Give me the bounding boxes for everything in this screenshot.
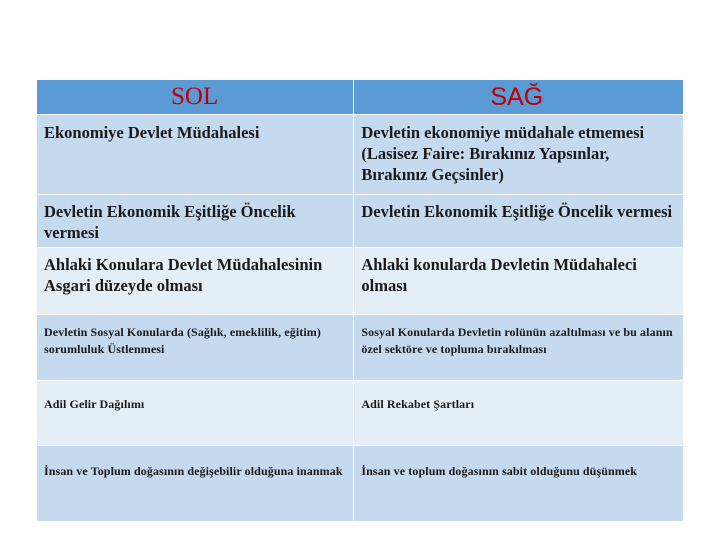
comparison-table (36, 79, 684, 522)
table-cell-left: Devletin Ekonomik Eşitliğe Öncelik vermesi (37, 195, 354, 248)
table-cell-left: Devletin Sosyal Konularda (Sağlık, emeklilik, eğitim) sorumluluk Üstlenmesi (37, 315, 354, 381)
table-cell-right: Devletin ekonomiye müdahale etmemesi (Lasisez Faire: Bırakınız Yapsınlar, Bırakınız Geçsinler) (354, 115, 684, 195)
table-cell-left: Adil Gelir Dağılımı (37, 381, 354, 446)
header-right-label: SAĞ (490, 82, 544, 111)
table-cell-right: Sosyal Konularda Devletin rolünün azaltılması ve bu alanın özel sektöre ve topluma bırakılması (354, 315, 684, 381)
table-row (37, 248, 684, 315)
table-row (37, 381, 684, 446)
table-cell-right: Adil Rekabet Şartları (354, 381, 684, 446)
table-cell-right: Ahlaki konularda Devletin Müdahaleci olması (354, 248, 684, 315)
table-cell-right: İnsan ve toplum doğasının sabit olduğunu düşünmek (354, 446, 684, 522)
table-row (37, 115, 684, 195)
table-row (37, 315, 684, 381)
header-left (37, 80, 354, 115)
table-cell-left: Ekonomiye Devlet Müdahalesi (37, 115, 354, 195)
table-cell-right: Devletin Ekonomik Eşitliğe Öncelik vermesi (354, 195, 684, 248)
table-cell-left: İnsan ve Toplum doğasının değişebilir olduğuna inanmak (37, 446, 354, 522)
header-left-label: SOL (171, 83, 219, 110)
table-cell-left: Ahlaki Konulara Devlet Müdahalesinin Asgari düzeyde olması (37, 248, 354, 315)
table-header-row (37, 80, 684, 115)
table-row (37, 446, 684, 522)
table-row (37, 195, 684, 248)
header-right (354, 80, 684, 115)
